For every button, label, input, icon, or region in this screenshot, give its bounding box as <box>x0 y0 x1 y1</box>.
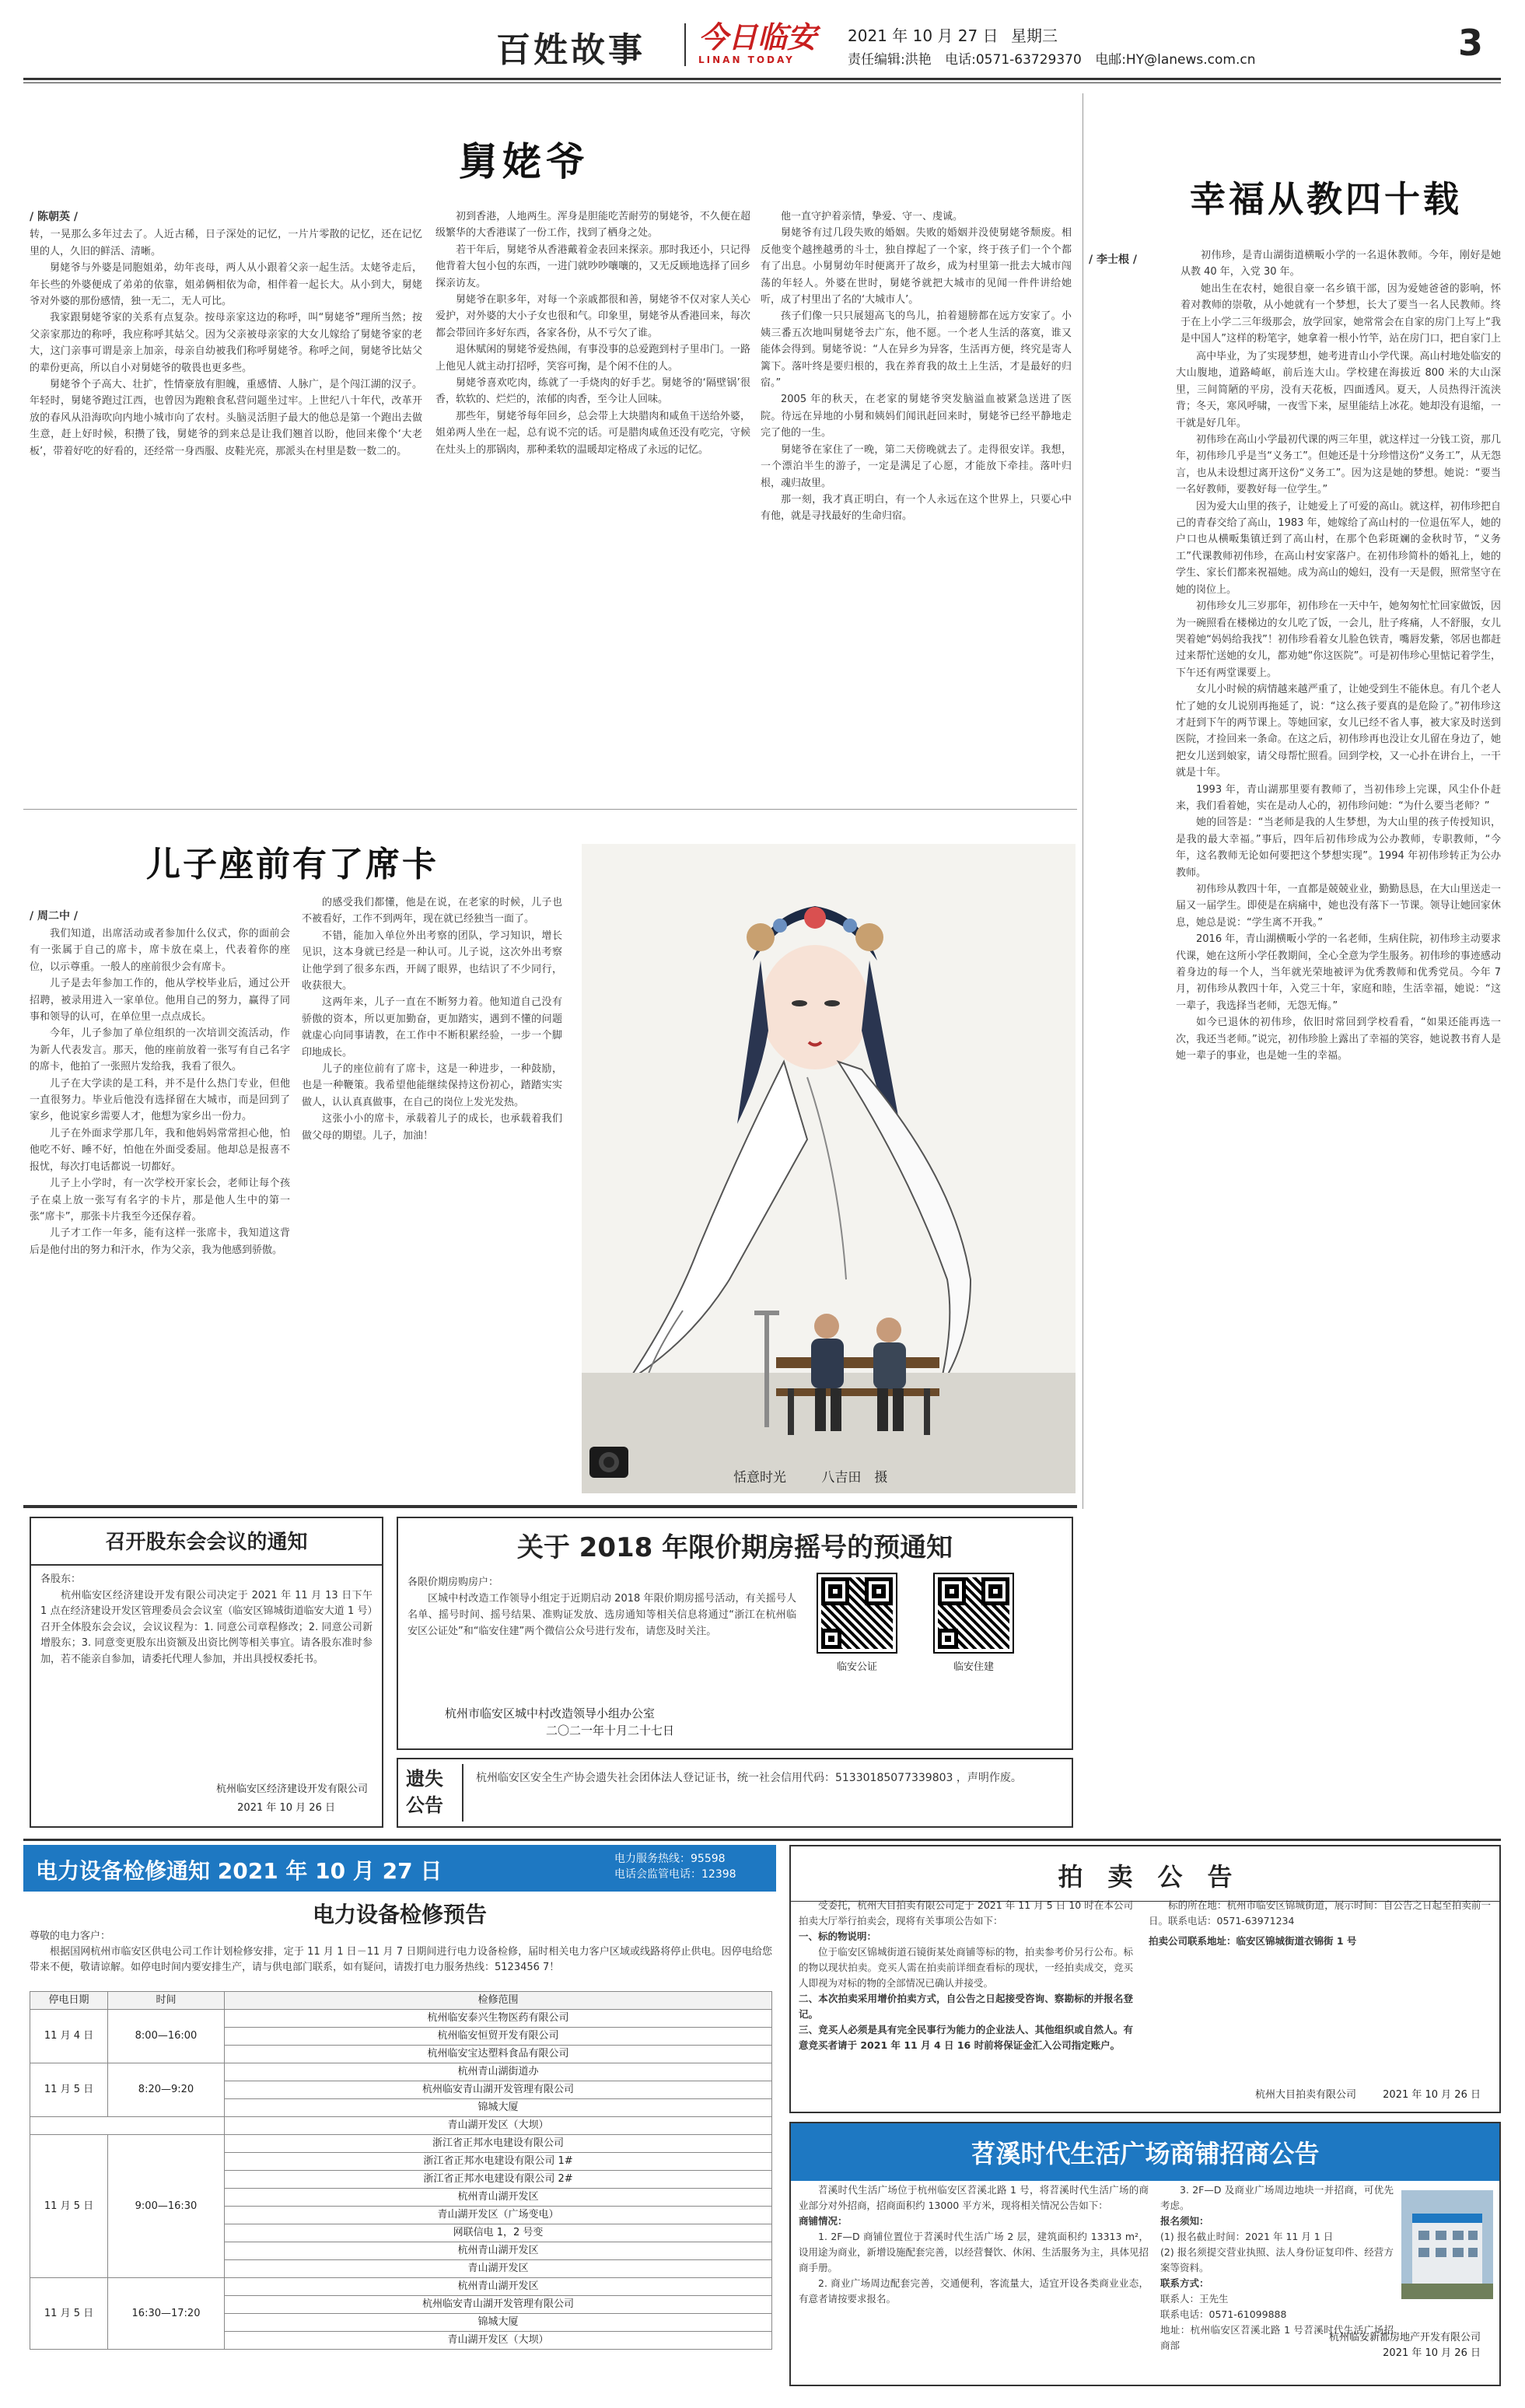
paragraph: 1993 年，青山湖那里要有教师了，当初伟珍上完课，风尘仆仆赶来，我们看着她，实在是动人心的，初伟珍问她：“为什么要当老师？” <box>1176 783 1501 812</box>
outage-range: 青山湖开发区（大坝） <box>225 2117 772 2135</box>
notice2-salute: 各限价期房购房户： <box>407 1577 499 1588</box>
paragraph: 今年，儿子参加了单位组织的一次培训交流活动，作为新人代表发言。那天，他的座前放着一张写有自己名字的席卡，他拍了一张照片发给我，我看了很久。 <box>30 1027 290 1073</box>
table-row <box>30 2063 772 2081</box>
auction-contact: 拍卖公司联系地址：临安区锦城街道衣锦街 1 号 <box>1149 1935 1357 1947</box>
auction-h1: 一、标的物说明： <box>799 1930 877 1942</box>
notice2-title: 关于 2018 年限价期房摇号的预通知 <box>516 1532 953 1563</box>
notice1-title: 召开股东会会议的通知 <box>31 1518 382 1566</box>
feature-photo <box>582 844 1076 1493</box>
notice-shareholders <box>30 1517 383 1828</box>
paragraph: 因为爱大山里的孩子，让她爱上了可爱的高山。就这样，初伟珍把自己的青春交给了高山，1983 年，她嫁给了高山村的一位退伍军人，她的户口也从横畈集镇迁到了高山村，在那个色彩斑斓的金秋时节，“义务工”代课教师初伟珍，在高山村安家落户。在初伟珍简朴的婚礼上，她的学生、家长们都来祝福她。成为高山的媳妇，没有一天是假，照常坚守在她的岗位上。 <box>1176 500 1501 596</box>
paragraph: 初伟珍从教四十年，一直都是兢兢业业，勤勤恳恳，在大山里送走一届又一届学生。即使是在病痛中，她也没有落下一节课。领导让她回家休息，她总是说：“学生离不开我。” <box>1176 884 1501 929</box>
auction-body3: 标的所在地：杭州市临安区锦城街道，展示时间：自公告之日起至拍卖前一日。联系电话：0571-63971234 <box>1149 1899 1491 1927</box>
newspaper-logo <box>698 20 831 70</box>
mall-h3: 联系方式： <box>1160 2277 1209 2289</box>
notice1-signer: 杭州临安区经济建设开发有限公司 <box>215 1783 368 1795</box>
lost-label-2: 公告 <box>406 1794 443 1816</box>
outage-range: 杭州临安青山湖开发管理有限公司 <box>225 2296 772 2314</box>
separator-thick <box>23 1505 1077 1508</box>
issue-date: 2021 年 10 月 27 日 <box>848 26 999 45</box>
art3-column-2 <box>302 894 562 1492</box>
paragraph: 初伟珍，是青山湖街道横畈小学的一名退休教师。今年，刚好是她从教 40 年，入党 30 年。 <box>1180 250 1501 278</box>
masthead-divider <box>684 23 686 66</box>
table-row <box>30 2278 772 2296</box>
separator-bottom <box>23 1839 1501 1841</box>
outage-range: 杭州临安恒贸开发有限公司 <box>225 2028 772 2046</box>
art3-column-1 <box>30 926 290 1489</box>
paragraph: 舅姥爷有过几段失败的婚姻。失败的婚姻并没使舅姥爷颓废。相反他变个越挫越勇的斗士，独自撑起了一个家，终于孩子们一个个都有了出息。小舅舅幼年时便离开了故乡，成为村里第一批去大城市闯荡的年轻人。外婆在世时，舅姥爷就把大城市的见闻一件件讲给她听，成了村里出了名的‘大城市人’。 <box>761 227 1072 306</box>
table-row <box>30 2117 772 2135</box>
auction-h2: 二、本次拍卖采用增价拍卖方式，自公告之日起接受咨询、察勘标的并报名登记。 <box>799 1993 1133 2020</box>
paragraph: 舅姥爷在职多年，对每一个亲戚都很和善，舅姥爷不仅对家人关心爱护，对外婆的大小子女也很和气。印象里，舅姥爷从香港回来，每次都会带回许多好东西，各家各份，从不亏欠了谁。 <box>435 294 750 339</box>
paragraph: 孩子们像一只只展翅高飞的鸟儿，拍着翅膀都在远方安家了。小姨三番五次地叫舅姥爷去广东，他不愿。一个老人生活的落寞，谁又能体会得到。舅姥爷说：“人在异乡为异客，生活再方便，终究是寄人篱下。落叶终是要归根的，我在养育我的故土上生活，才是最好的归宿。” <box>761 310 1072 390</box>
qr1-label: 临安公证 <box>836 1661 877 1673</box>
outage-range: 浙江省正邦水电建设有限公司 <box>225 2135 772 2153</box>
art1-column-1 <box>30 227 422 795</box>
paragraph: 舅姥爷个子高大、壮扩，性情豪放有胆魄，重感情、人脉广，是个闯江湖的汉子。年轻时，舅姥爷跑过江西，也曾因为跑粮食私营问题坐过牢。上世纪八十年代，改革开放的春风从沿海吹向内地小城市向了农村。头脑灵活胆子最大的他总是第一个跑出去做生意，赶上好时候，积攒了钱，舅姥爷的到来总是让我们翘首以盼，他回来像个‘大老板’，带着好吃的好看的，还经常一身西服、皮鞋光亮，那派头在村里是数一数二的。 <box>30 379 422 457</box>
mall-body1: 苕溪时代生活广场位于杭州临安区苕溪北路 1 号，将苕溪时代生活广场的商业部分对外招商，招商面积约 13000 平方米，现将相关情况公告如下： <box>799 2184 1149 2211</box>
mall-date: 2021 年 10 月 26 日 <box>1383 2347 1481 2359</box>
paragraph: 若干年后，舅姥爷从香港戴着金表回来探亲。那时我还小，只记得他背着大包小包的东西，一进门就吵吵嚷嚷的，又无反顾地选择了回乡探亲访友。 <box>435 243 750 289</box>
byline-art1: / 陈朝英 / <box>30 211 78 223</box>
paragraph: 我们知道，出席活动或者参加什么仪式，你的面前会有一张属于自己的席卡，席卡放在桌上，代表着你的座位，以示尊重。一般人的座前很少会有席卡。 <box>30 928 290 973</box>
outage-range: 杭州临安宝达塑料食品有限公司 <box>225 2046 772 2063</box>
mall-title: 苕溪时代生活广场商铺招商公告 <box>791 2123 1499 2181</box>
byline-art3: / 周二中 / <box>30 910 78 922</box>
paragraph: 舅姥爷喜欢吃肉，练就了一手烧肉的好手艺。舅姥爷的‘隔壁锅’很香，软软的、烂烂的，浓郁的肉香，至今让人回味。 <box>435 377 750 406</box>
outage-time: 16:30—17:20 <box>108 2278 225 2350</box>
outage-date: 11 月 5 日 <box>30 2278 108 2350</box>
qr-linan-housing <box>927 1574 1020 1673</box>
schedule-table <box>30 1991 772 2350</box>
article-title-xika: 儿子座前有了席卡 <box>146 845 439 884</box>
paragraph: 初到香港，人地两生。浑身是胆能吃苦耐劳的舅姥爷，不久便在超级繁华的大香港谋了一份工作，找到了栖身之处。 <box>435 211 750 240</box>
power-hotline-2: 电话会监管电话：12398 <box>614 1868 736 1881</box>
article-title-xingfu: 幸福从教四十载 <box>1190 178 1462 220</box>
table-row <box>30 2135 772 2153</box>
outage-range: 杭州青山湖开发区 <box>225 2242 772 2260</box>
qr-code-icon <box>935 1574 1013 1652</box>
auction-date: 2021 年 10 月 26 日 <box>1383 2089 1481 2101</box>
paragraph: 2005 年的秋天，在老家的舅姥爷突发脑溢血被紧急送进了医院。待远在异地的小舅和姨妈们闻讯赶回来时，舅姥爷已经平静地走完了他的一生。 <box>761 394 1072 439</box>
paragraph: 舅姥爷与外婆是同胞姐弟，幼年丧母，两人从小跟着父亲一起生活。太姥爷走后，年长些的外婆便成了弟弟的依靠，姐弟俩相依为命，相伴着一起长大。从小到大，舅姥爷对外婆的那份感情，独一无二，无人可比。 <box>30 262 422 308</box>
power-banner <box>23 1845 776 1892</box>
art2-body-main <box>1176 348 1501 1507</box>
art2-body <box>1180 247 1501 348</box>
art1-column-2 <box>435 208 750 792</box>
mall-signer: 杭州临安新都房地产开发有限公司 <box>1328 2332 1481 2343</box>
paragraph: 她的回答是：“当老师是我的人生梦想，为大山里的孩子传授知识，是我的最大幸福。”事后，四年后初伟珍成为公办教师，专职教师，“今年，这名教师无论如何要把这个梦想实现”。1994 年初伟珍转正为公办教师。 <box>1176 817 1501 879</box>
logo-cn: 今日临安 <box>698 19 817 54</box>
byline-art2: / 李士根 / <box>1089 254 1137 266</box>
article-title-jiulaoye: 舅姥爷 <box>459 138 589 184</box>
notice-lost <box>397 1758 1073 1828</box>
paragraph: 初伟珍在高山小学最初代课的两三年里，就这样过一分钱工资，那几年，初伟珍几乎是当“义务工”。但她还是十分珍惜这份“义务工”，从无怨言，也从未设想过离开这份“义务工”。因为这是她的梦想。她说：“要当一名好教师，要教好每一位学生。” <box>1176 434 1501 496</box>
editor-email: 电邮:HY@lanews.com.cn <box>1095 52 1256 68</box>
mall-body2: 1. 2F—D 商铺位置位于苕溪时代生活广场 2 层，建筑面积约 13313 m²，设用途为商业，新增设施配套完善，以经营餐饮、休闲、生活服务为主，具体见招商手册。 <box>799 2231 1149 2273</box>
mural-painting <box>582 844 1076 1493</box>
outage-range: 青山湖开发区 <box>225 2260 772 2278</box>
paragraph: 儿子是去年参加工作的，他从学校毕业后，通过公开招聘，被录用进入一家单位。他用自己的努力，赢得了同事和领导的认可，在单位里一点点成长。 <box>30 978 290 1024</box>
notice2-date: 二〇二一年十月二十七日 <box>546 1724 675 1738</box>
paragraph: 儿子才工作一年多，能有这样一张席卡，我知道这背后是他付出的努力和汗水，作为父亲，我为他感到骄傲。 <box>30 1227 290 1256</box>
paragraph: 这两年来，儿子一直在不断努力着。他知道自己没有骄傲的资本，所以更加勤奋，更加踏实，遇到不懂的问题就虚心向同事请教，在工作中不断积累经验，一步一个脚印地成长。 <box>302 996 562 1059</box>
outage-range: 杭州临安泰兴生物医药有限公司 <box>225 2010 772 2028</box>
table-row <box>30 2010 772 2028</box>
paragraph: 儿子在大学读的是工科，并不是什么热门专业，但他一直很努力。毕业后他没有选择留在大城市，而是回到了家乡，他说家乡需要人才，他想为家乡出一份力。 <box>30 1077 290 1123</box>
lost-label-1: 遗失 <box>406 1768 443 1790</box>
qr-linan-notary <box>810 1574 904 1673</box>
power-hotline: 电力服务热线：95598 <box>614 1853 726 1865</box>
auction-title: 拍 卖 公 告 <box>791 1846 1499 1902</box>
art1-column-3 <box>761 208 1072 792</box>
editor-phone: 电话:0571-63729370 <box>945 52 1082 68</box>
notice1-body: 杭州临安区经济建设开发有限公司决定于 2021 年 11 月 13 日下午 1 点在经济建设开发区管理委员会会议室（临安区锦城街道临安大道 1 号）召开全体股东会会议，会议议程为：1. 同意公司章程修改；2. 同意公司新增股东；3. 同意变更股东出资额及出资比例等相关事宜。请各股东准时参加，若不能亲自参加，请委托代理人参加，并出具授权委托书。 <box>40 1589 373 1665</box>
paragraph: 不错，能加入单位外出考察的团队，学习知识，增长见识，这本身就已经是一种认可。儿子说，这次外出考察让他学到了很多东西，开阔了眼界，也结识了不少同行，收获很大。 <box>302 929 562 992</box>
masthead <box>0 0 1525 86</box>
outage-blank <box>30 2117 225 2135</box>
paragraph: 我家跟舅姥爷家的关系有点复杂。按母亲家这边的称呼，叫“舅姥爷”理所当然；按父亲家那边的称呼，我应称呼其姑父。因为父亲被母亲家的大女儿嫁给了舅姥爷家的老大，这门亲事可谓是亲上加亲，母亲自幼被我们称呼舅姥爷。称呼之间，舅姥爷比姑父的辈份更高，所以自小对舅姥爷的敬畏也更多些。 <box>30 312 422 374</box>
section-rule <box>23 809 1077 810</box>
notice1-salute: 各股东： <box>40 1573 82 1585</box>
section-title: 百姓故事 <box>496 30 645 70</box>
editor: 责任编辑:洪艳 <box>848 52 932 68</box>
power-intro: 根据国网杭州市临安区供电公司工作计划检修安排，定于 11 月 1 日－11 月 7 日期间进行电力设备检修，届时相关电力客户区域或线路将停止供电。因停电给您带来不便，敬请谅解。如停电时间内要安排生产，请与供电部门联系，如有疑问，请拨打电力服务热线：5123456 7！ <box>30 1946 772 1973</box>
outage-range: 杭州青山湖开发区 <box>225 2278 772 2296</box>
photo-caption: 恬意时光 <box>733 1470 786 1486</box>
paragraph: 他一直守护着亲情，挚爱、守一、虔诚。 <box>781 211 964 222</box>
outage-time: 8:00—16:00 <box>108 2010 225 2063</box>
paragraph: 女儿小时候的病情越来越严重了，让她受到生不能休息。有几个老人忙了她的女儿说别再拖延了，说：“这么孩子要真的是危险了。”初伟珍这才赶到下午的两节课上。等她回家，女儿已经不省人事，被大家及时送到医院，才捡回来一条命。在这之后，初伟珍再也没让女儿留在身边了，她把女儿送到娘家，请父母帮忙照看。回到学校，又一心扑在讲台上，一干就是十年。 <box>1176 684 1501 779</box>
auction-h3: 三、竞买人必须是具有完全民事行为能力的企业法人、其他组织或自然人。有意竞买者请于 2021 年 11 月 4 日 16 时前将保证金汇入公司指定账户。 <box>799 2024 1133 2051</box>
paragraph: 儿子在外面求学那几年，我和他妈妈常常担心他，怕他吃不好、睡不好，怕他在外面受委屈。他却总是报喜不报忧，每次打电话都说一切都好。 <box>30 1127 290 1173</box>
qr-code-icon <box>818 1574 896 1652</box>
outage-date: 11 月 5 日 <box>30 2135 108 2278</box>
power-notice-title: 电力设备检修预告 <box>312 1902 487 1927</box>
paragraph: 舅姥爷在家住了一晚，第二天傍晚就去了。走得很安详。我想，一个漂泊半生的游子，一定是满足了心愿，才能放下牵挂。落叶归根，魂归故里。 <box>761 443 1072 489</box>
outage-range: 杭州临安青山湖开发管理有限公司 <box>225 2081 772 2099</box>
header-range: 检修范围 <box>225 1992 772 2010</box>
outage-range: 网联信电 1，2 号变 <box>225 2224 772 2242</box>
notice2-signer: 杭州市临安区城中村改造领导小组办公室 <box>445 1706 656 1720</box>
paragraph: 2016 年，青山湖横畈小学的一名老师，生病住院，初伟珍主动要求代课，她在这所小学任教期间，全心全意为学生服务。初伟珍的事迹感动着身边的每一个人，当年就光荣地被评为优秀教师和优秀党员。今年 7 月，初伟珍从教四十年，入党三十年，家庭和睦，生活幸福，她说：“这一辈子，我选择当老师，无怨无悔。” <box>1176 933 1501 1012</box>
auction-body2: 位于临安区锦城街道石镜街某处商铺等标的物，拍卖参考价另行公布。标的物以现状拍卖。竞买人需在拍卖前详细查看标的现状，一经拍卖成交，竞买人即视为对标的物的全部情况已确认并接受。 <box>799 1946 1133 1989</box>
mall-building-photo <box>1401 2190 1493 2299</box>
outage-range: 青山湖开发区（大坝） <box>225 2332 772 2350</box>
paragraph: 她出生在农村，她很自豪一名乡镇干部，因为爱她爸爸的影响，怀着对教师的崇敬，从小她就有一个梦想，长大了要当一名人民教师。终于在上小学二三年级那会，放学回家，她常常会在自家的房门上写上“我是中国人”这样的粉笔字，她拿着一根小竹竿，站在房门口，把自家门上 <box>1180 282 1501 345</box>
paragraph: 转，一晃那么多年过去了。人近古稀，日子深处的记忆，一片片零散的记忆，还在记忆里的人，久旧的鲜活、清晰。 <box>30 229 422 257</box>
outage-range: 浙江省正邦水电建设有限公司 2# <box>225 2171 772 2189</box>
auction-body1: 受委托，杭州大目拍卖有限公司定于 2021 年 11 月 5 日 10 时在本公司拍卖大厅举行拍卖会，现将有关事项公告如下： <box>799 1899 1133 1927</box>
outage-time: 8:20—9:20 <box>108 2063 225 2117</box>
mall-notice <box>789 2122 1501 2386</box>
paragraph: 那些年，舅姥爷每年回乡，总会带上大块腊肉和咸鱼干送给外婆，姐弟两人坐在一起，总有说不完的话。可是腊肉咸鱼还没有吃完，守候在灶头上的那锅肉，那种柔软的温暖却定格成了永远的记忆。 <box>435 410 750 456</box>
header-time: 时间 <box>108 1992 225 2010</box>
building-icon <box>1401 2190 1493 2299</box>
mall-right1: 3. 2F—D 及商业广场周边地块一并招商，可优先考虑。 <box>1160 2184 1394 2211</box>
outage-date: 11 月 5 日 <box>30 2063 108 2117</box>
outage-date: 11 月 4 日 <box>30 2010 108 2063</box>
outage-time: 9:00—16:30 <box>108 2135 225 2278</box>
auction-signer: 杭州大目拍卖有限公司 <box>1255 2089 1357 2101</box>
paragraph: 初伟珍女儿三岁那年，初伟珍在一天中午，她匆匆忙忙回家做饭，因为一碗照看在楼梯边的女儿吃了饭，一会儿，肚子疼痛，人不舒服，女儿哭着她“妈妈给我找”！初伟珍看着女儿脸色铁青，嘴唇发紫，邻居也都赶过来帮忙送她的女儿，都劝她“你这医院”。可是初伟珍心里惦记着学生，下午还有两堂课要上。 <box>1176 600 1501 679</box>
photo-author: 八吉田 摄 <box>821 1470 888 1486</box>
power-schedule-table <box>30 1991 772 2350</box>
masthead-rule <box>23 78 1501 80</box>
paragraph: 如今已退休的初伟珍，依旧时常回到学校看看，“如果还能再选一次，我还当老师。”说完，初伟珍脸上露出了幸福的笑容，她说教书育人是她一辈子的事业，也是她一生的幸福。 <box>1176 1017 1501 1062</box>
mall-h1: 商铺情况： <box>799 2215 848 2227</box>
lost-body: 杭州临安区安全生产协会遗失社会团体法人登记证书，统一社会信用代码：51330185077339803 ，声明作废。 <box>476 1772 1022 1784</box>
issue-weekday: 星期三 <box>1010 26 1058 45</box>
paragraph: 儿子上小学时，有一次学校开家长会，老师让每个孩子在桌上放一张写有名字的卡片，那是他人生中的第一张“席卡”，那张卡片我至今还保存着。 <box>30 1178 290 1223</box>
mall-body3: 2. 商业广场周边配套完善，交通便利，客流量大，适宜开设各类商业业态，有意者请按要求报名。 <box>799 2277 1149 2305</box>
notice-lottery <box>397 1517 1073 1750</box>
outage-range: 浙江省正邦水电建设有限公司 1# <box>225 2153 772 2171</box>
qr2-label: 临安住建 <box>953 1661 994 1673</box>
outage-range: 杭州青山湖开发区 <box>225 2189 772 2207</box>
auction-notice <box>789 1845 1501 2113</box>
logo-en: LINAN TODAY <box>698 54 795 65</box>
mall-right2: (1) 报名截止时间：2021 年 11 月 1 日 (2) 报名须提交营业执照、法人身份证复印件、经营方案等资料。 <box>1160 2231 1394 2273</box>
paragraph: 高中毕业，为了实现梦想，她考进青山小学代课。高山村地处临安的大山腹地，道路崎岖，前后连大山。学校建在海拔近 800 米的大山深里，三间简陋的平房，没有天花板，四面透风。夏天，人员热得汗流浃背；冬天，寒风呼啸，一夜雪下来，屋里能结上冰花。她却没有退缩，一干就是好几年。 <box>1176 351 1501 429</box>
outage-range: 锦城大厦 <box>225 2099 772 2117</box>
paragraph: 那一刻，我才真正明白，有一个人永远在这个世界上，只要心中有他，就是寻找最好的生命归宿。 <box>761 493 1072 523</box>
mall-h2: 报名须知： <box>1160 2215 1209 2227</box>
outage-range: 锦城大厦 <box>225 2314 772 2332</box>
power-banner-title: 电力设备检修通知 2021 年 10 月 27 日 <box>36 1858 442 1884</box>
paragraph: 的感受我们都懂，他是在说，在老家的时候，儿子也不被看好，工作不到两年，现在就已经独当一面了。 <box>302 897 562 926</box>
mall-right3: 联系人：王先生 联系电话：0571-61099888 地址：杭州临安区苕溪北路 1 号苕溪时代生活广场招商部 <box>1160 2293 1394 2351</box>
outage-range: 杭州青山湖街道办 <box>225 2063 772 2081</box>
masthead-rule-thin <box>23 82 1501 83</box>
outage-range: 青山湖开发区（广场变电） <box>225 2207 772 2224</box>
notice1-date: 2021 年 10 月 26 日 <box>237 1802 335 1814</box>
paragraph: 儿子的座位前有了席卡，这是一种进步，一种鼓励，也是一种鞭策。我希望他能继续保持这份初心，踏踏实实做人，认认真真做事，在自己的岗位上发光发热。 <box>302 1063 562 1108</box>
power-salute: 尊敬的电力客户： <box>30 1930 111 1942</box>
notice2-body: 区城中村改造工作领导小组定于近期启动 2018 年限价期房摇号活动，有关摇号人名单、摇号时间、摇号结果、准购证发放、选房通知等相关信息将通过“浙江在杭州临安区公证处”和“临安住建”两个微信公众号进行发布，请您及时关注。 <box>407 1593 796 1637</box>
paragraph: 这张小小的席卡，承载着儿子的成长，也承载着我们做父母的期望。儿子，加油！ <box>302 1113 562 1142</box>
page-number: 3 <box>1458 22 1484 64</box>
paragraph: 退休赋闲的舅姥爷爱热闹，有事没事的总爱跑到村子里串门。一路上他见人就主动打招呼，笑容可掬，是个闲不住的人。 <box>435 344 750 373</box>
header-date: 停电日期 <box>30 1992 108 2010</box>
